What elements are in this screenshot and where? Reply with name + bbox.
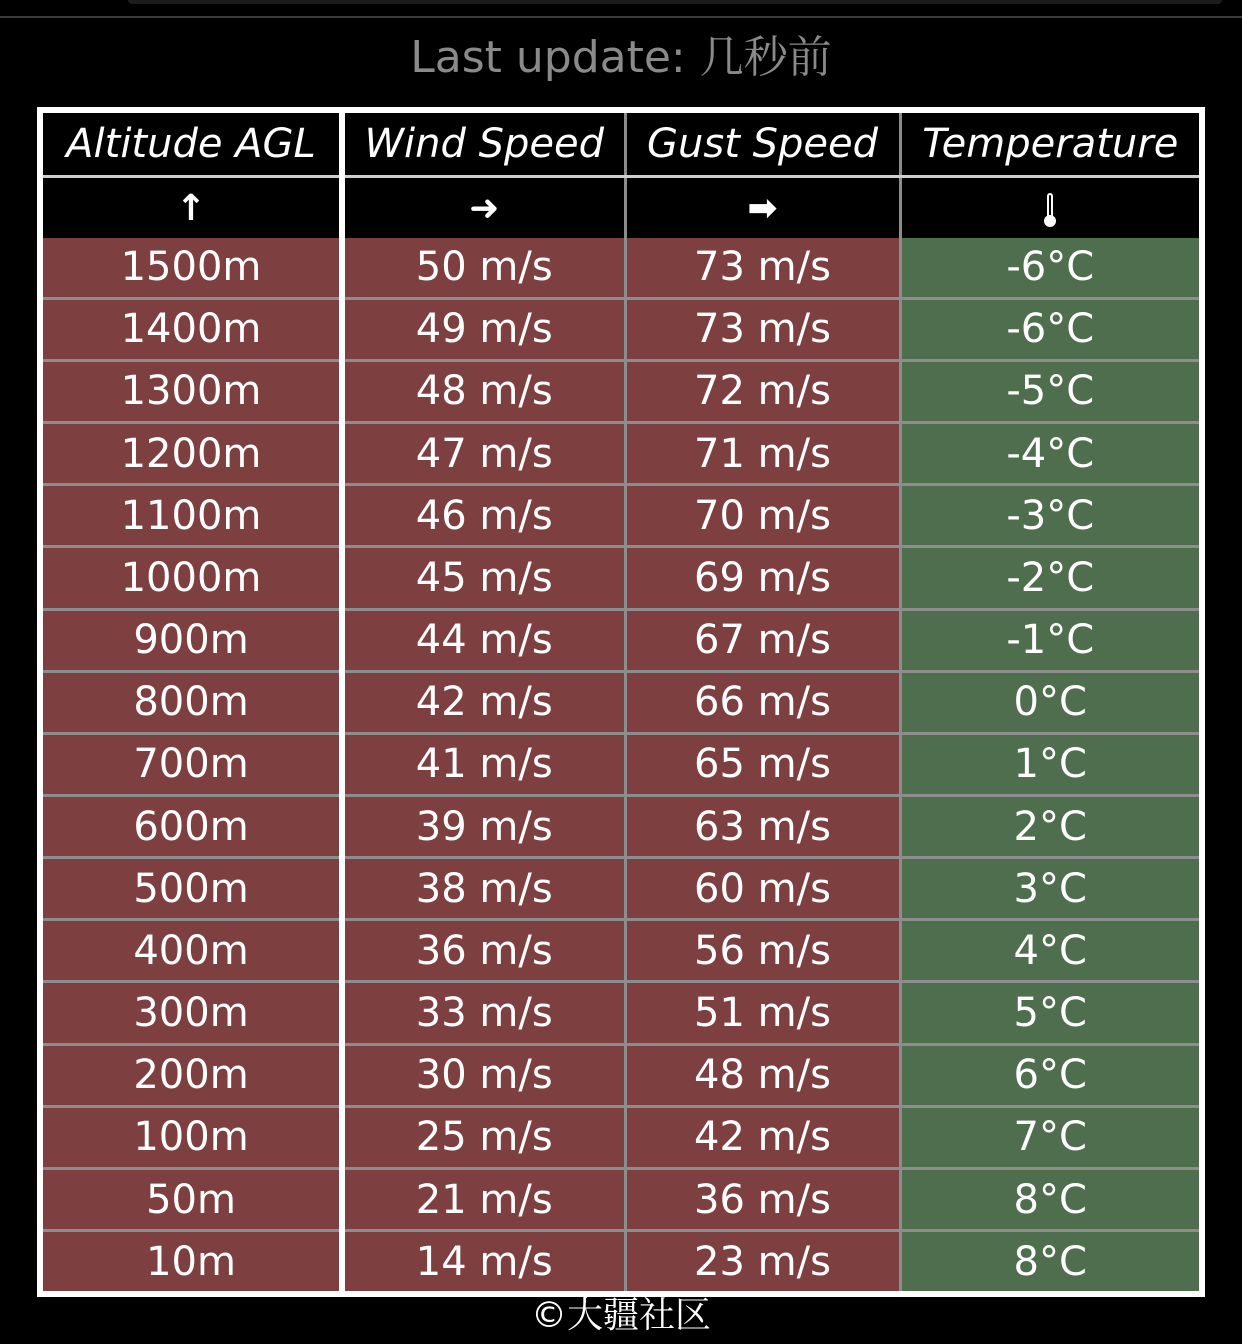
header-temperature: Temperature bbox=[900, 113, 1199, 177]
arrow-right-icon: ➜ bbox=[469, 187, 500, 229]
table-row bbox=[43, 1231, 1199, 1291]
table-row bbox=[43, 796, 1199, 858]
gust-speed-cell: 65 m/s bbox=[625, 733, 900, 795]
temperature-cell: -4°C bbox=[900, 423, 1199, 485]
temperature-cell: -6°C bbox=[900, 298, 1199, 360]
wind-table-container bbox=[37, 107, 1205, 1297]
wind-speed-cell: 42 m/s bbox=[342, 671, 625, 733]
table-row bbox=[43, 733, 1199, 795]
altitude-cell: 900m bbox=[43, 609, 342, 671]
table-row bbox=[43, 485, 1199, 547]
altitude-cell: 600m bbox=[43, 796, 342, 858]
altitude-cell: 100m bbox=[43, 1106, 342, 1168]
wind-speed-cell: 14 m/s bbox=[342, 1231, 625, 1291]
last-update-text bbox=[0, 28, 1242, 88]
table-row bbox=[43, 920, 1199, 982]
gust-speed-cell: 66 m/s bbox=[625, 671, 900, 733]
gust-speed-cell: 36 m/s bbox=[625, 1168, 900, 1230]
gust-speed-cell: 23 m/s bbox=[625, 1231, 900, 1291]
gust-speed-cell: 73 m/s bbox=[625, 238, 900, 298]
wind-speed-cell: 21 m/s bbox=[342, 1168, 625, 1230]
wind-speed-cell: 44 m/s bbox=[342, 609, 625, 671]
altitude-cell: 50m bbox=[43, 1168, 342, 1230]
table-row bbox=[43, 423, 1199, 485]
wind-speed-cell: 47 m/s bbox=[342, 423, 625, 485]
wind-speed-cell: 41 m/s bbox=[342, 733, 625, 795]
altitude-cell: 1500m bbox=[43, 238, 342, 298]
wind-speed-cell: 38 m/s bbox=[342, 858, 625, 920]
table-row bbox=[43, 982, 1199, 1044]
altitude-cell: 1000m bbox=[43, 547, 342, 609]
table-row bbox=[43, 298, 1199, 360]
altitude-cell: 300m bbox=[43, 982, 342, 1044]
watermark: ©大疆社区 bbox=[530, 1295, 711, 1336]
table-row bbox=[43, 671, 1199, 733]
temperature-cell: 5°C bbox=[900, 982, 1199, 1044]
gust-speed-cell: 51 m/s bbox=[625, 982, 900, 1044]
table-row bbox=[43, 1044, 1199, 1106]
last-update-label: Last update: bbox=[410, 32, 686, 83]
temperature-cell: 7°C bbox=[900, 1106, 1199, 1168]
table-row bbox=[43, 1106, 1199, 1168]
gust-speed-cell: 71 m/s bbox=[625, 423, 900, 485]
wind-speed-cell: 45 m/s bbox=[342, 547, 625, 609]
wind-speed-cell: 36 m/s bbox=[342, 920, 625, 982]
header-gust-speed: Gust Speed bbox=[625, 113, 900, 177]
wind-speed-cell: 30 m/s bbox=[342, 1044, 625, 1106]
table-row bbox=[43, 547, 1199, 609]
header-wind-speed: Wind Speed bbox=[342, 113, 625, 177]
altitude-cell: 1100m bbox=[43, 485, 342, 547]
table-row bbox=[43, 238, 1199, 298]
arrow-up-icon: ↑ bbox=[175, 187, 207, 229]
altitude-cell: 1400m bbox=[43, 298, 342, 360]
top-bar bbox=[0, 0, 1242, 18]
temperature-cell: 8°C bbox=[900, 1168, 1199, 1230]
altitude-cell: 1300m bbox=[43, 360, 342, 422]
temperature-cell: -5°C bbox=[900, 360, 1199, 422]
gust-speed-cell: 56 m/s bbox=[625, 920, 900, 982]
altitude-cell: 10m bbox=[43, 1231, 342, 1291]
wind-speed-cell: 33 m/s bbox=[342, 982, 625, 1044]
table-row bbox=[43, 858, 1199, 920]
altitude-cell: 400m bbox=[43, 920, 342, 982]
temperature-cell: 3°C bbox=[900, 858, 1199, 920]
altitude-cell: 200m bbox=[43, 1044, 342, 1106]
wind-speed-cell: 25 m/s bbox=[342, 1106, 625, 1168]
wind-speed-cell: 50 m/s bbox=[342, 238, 625, 298]
altitude-cell: 1200m bbox=[43, 423, 342, 485]
temperature-cell: 0°C bbox=[900, 671, 1199, 733]
wind-speed-cell: 49 m/s bbox=[342, 298, 625, 360]
gust-speed-cell: 48 m/s bbox=[625, 1044, 900, 1106]
temperature-cell: -6°C bbox=[900, 238, 1199, 298]
gust-speed-cell: 72 m/s bbox=[625, 360, 900, 422]
header-altitude: Altitude AGL bbox=[43, 113, 342, 177]
table-body bbox=[43, 238, 1199, 1291]
table-row bbox=[43, 1168, 1199, 1230]
table-header-row bbox=[43, 113, 1199, 177]
temperature-cell: -2°C bbox=[900, 547, 1199, 609]
last-update-value: 几秒前 bbox=[699, 32, 832, 83]
temperature-cell: -3°C bbox=[900, 485, 1199, 547]
altitude-cell: 800m bbox=[43, 671, 342, 733]
table-icon-row bbox=[43, 177, 1199, 239]
temperature-cell: 1°C bbox=[900, 733, 1199, 795]
arrow-right-bold-icon: ➡ bbox=[747, 187, 778, 229]
altitude-cell: 500m bbox=[43, 858, 342, 920]
temperature-cell: 6°C bbox=[900, 1044, 1199, 1106]
table-row bbox=[43, 609, 1199, 671]
gust-speed-cell: 63 m/s bbox=[625, 796, 900, 858]
temperature-cell: -1°C bbox=[900, 609, 1199, 671]
wind-table bbox=[43, 113, 1199, 1291]
gust-speed-cell: 60 m/s bbox=[625, 858, 900, 920]
gust-speed-cell: 42 m/s bbox=[625, 1106, 900, 1168]
wind-speed-cell: 39 m/s bbox=[342, 796, 625, 858]
temperature-cell: 8°C bbox=[900, 1231, 1199, 1291]
gust-speed-cell: 73 m/s bbox=[625, 298, 900, 360]
gust-speed-cell: 67 m/s bbox=[625, 609, 900, 671]
altitude-cell: 700m bbox=[43, 733, 342, 795]
temperature-cell: 2°C bbox=[900, 796, 1199, 858]
wind-speed-cell: 46 m/s bbox=[342, 485, 625, 547]
table-row bbox=[43, 360, 1199, 422]
wind-speed-cell: 48 m/s bbox=[342, 360, 625, 422]
thermometer-icon bbox=[1044, 193, 1056, 227]
gust-speed-cell: 69 m/s bbox=[625, 547, 900, 609]
search-field-edge[interactable] bbox=[128, 0, 1222, 4]
temperature-cell: 4°C bbox=[900, 920, 1199, 982]
gust-speed-cell: 70 m/s bbox=[625, 485, 900, 547]
